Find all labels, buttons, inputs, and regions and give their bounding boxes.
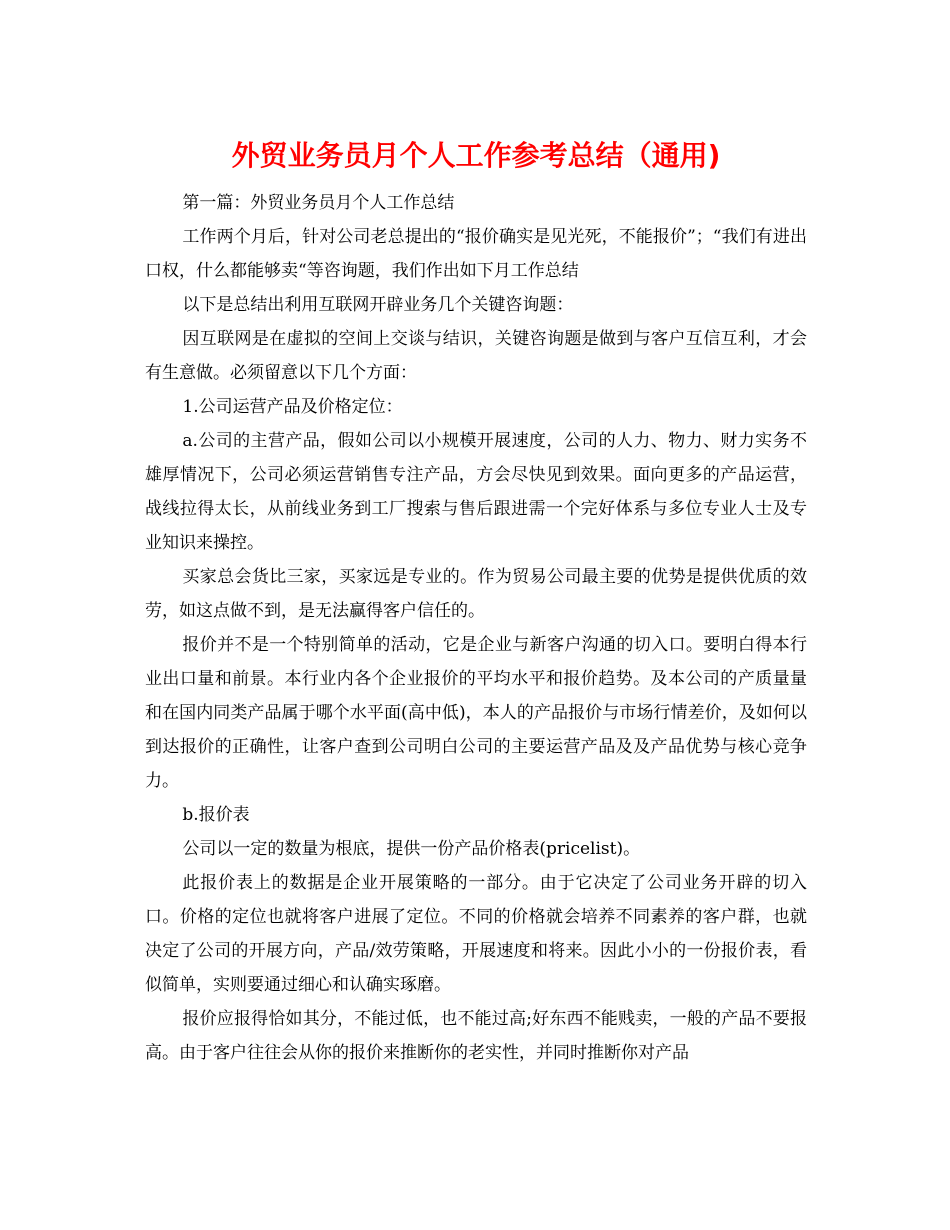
paragraph: 买家总会货比三家，买家远是专业的。作为贸易公司最主要的优势是提供优质的效劳，如这点做不到，是无法赢得客户信任的。 [145, 567, 807, 621]
paragraph: 报价应报得恰如其分，不能过低，也不能过高;好东西不能贱卖，一般的产品不要报高。由于客户往往会从你的报价来推断你的老实性，并同时推断你对产品 [145, 1009, 807, 1063]
paragraph: 因互联网是在虚拟的空间上交谈与结识，关键咨询题是做到与客户互信互利，才会有生意做。必须留意以下几个方面： [145, 329, 807, 383]
paragraph: 公司以一定的数量为根底，提供一份产品价格表(pricelist)。 [182, 839, 641, 859]
paragraph-subheading: 1.公司运营产品及价格定位： [182, 397, 403, 417]
document-page [145, 132, 807, 1070]
paragraph-section-heading: 第一篇：外贸业务员月个人工作总结 [182, 193, 455, 213]
paragraph: a.公司的主营产品，假如公司以小规模开展速度，公司的人力、物力、财力实务不雄厚情况下，公司必须运营销售专注产品，方会尽快见到效果。面向更多的产品运营，战线拉得太长，从前线业务到工厂搜索与售后跟进需一个完好体系与多位专业人士及专业知识来操控。 [145, 431, 807, 553]
paragraph: 报价并不是一个特别简单的活动，它是企业与新客户沟通的切入口。要明白得本行业出口量和前景。本行业内各个企业报价的平均水平和报价趋势。及本公司的产质量量和在国内同类产品属于哪个水平面(高中低)，本人的产品报价与市场行情差价，及如何以到达报价的正确性，让客户查到公司明白公司的主要运营产品及及产品优势与核心竞争力。 [145, 635, 807, 791]
paragraph: 此报价表上的数据是企业开展策略的一部分。由于它决定了公司业务开辟的切入口。价格的定位也就将客户进展了定位。不同的价格就会培养不同素养的客户群，也就决定了公司的开展方向，产品/效劳策略，开展速度和将来。因此小小的一份报价表，看似简单，实则要通过细心和认确实琢磨。 [145, 873, 807, 995]
paragraph: 以下是总结出利用互联网开辟业务几个关键咨询题： [182, 295, 574, 315]
paragraph: 工作两个月后，针对公司老总提出的“报价确实是见光死，不能报价”；“我们有进出口权，什么都能够卖“等咨询题，我们作出如下月工作总结 [145, 227, 807, 281]
paragraph-subheading: b.报价表 [182, 805, 250, 825]
document-title: 外贸业务员月个人工作参考总结（通用) [231, 139, 721, 172]
